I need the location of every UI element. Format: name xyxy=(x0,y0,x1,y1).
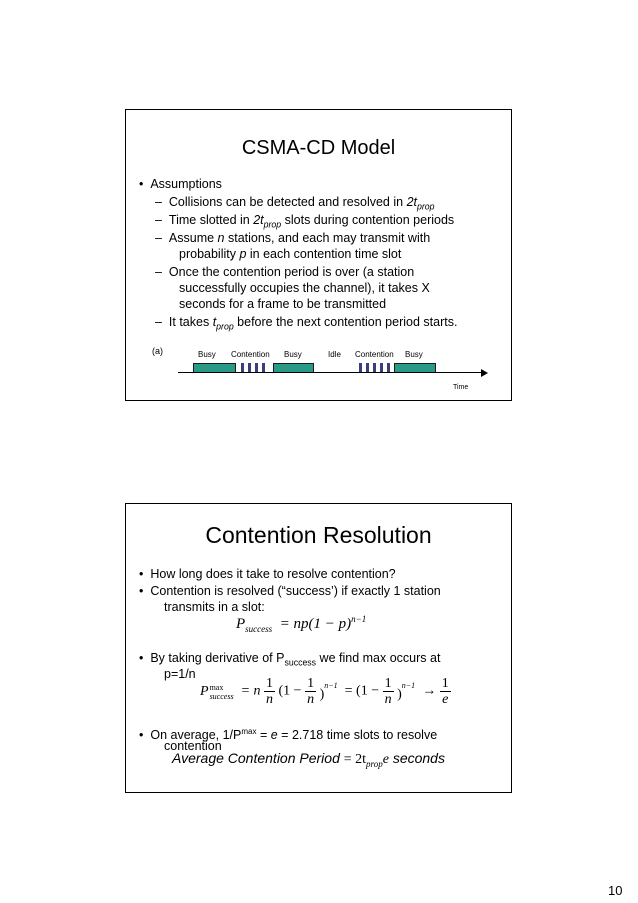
eq2-frac-3 xyxy=(383,676,394,707)
numerator: 1 xyxy=(441,676,449,691)
equation-p-success xyxy=(236,614,366,634)
timeline-arrow-icon xyxy=(481,369,488,377)
bullet-dot: • xyxy=(139,728,144,743)
eq2-eq-n: = n xyxy=(240,683,261,699)
timeline-label-busy-1: Busy xyxy=(198,350,216,359)
text: Once the contention period is over (a station xyxy=(168,265,415,279)
math-p: p xyxy=(239,247,247,261)
numerator: 1 xyxy=(307,676,315,691)
eq2-paren-close: ) xyxy=(319,686,325,702)
text: in each contention time slot xyxy=(246,247,402,261)
bullet-text: we find max occurs at xyxy=(316,651,441,665)
denominator: n xyxy=(307,692,315,707)
bullet-text: Assumptions xyxy=(150,177,222,191)
text: It takes xyxy=(168,315,213,329)
dash: – xyxy=(155,231,162,245)
bullet-text: By taking derivative of P xyxy=(150,651,285,665)
eq3-sub: prop xyxy=(366,758,383,769)
bullet-text: = 2.718 time slots to resolve xyxy=(277,728,438,743)
slide-title: CSMA-CD Model xyxy=(241,137,396,159)
sub-bullet-5 xyxy=(155,314,457,335)
figure-label-a: (a) xyxy=(152,346,163,356)
math-2t: 2t xyxy=(406,195,417,209)
timeline-label-contention-2: Contention xyxy=(355,350,394,359)
timeline-label-busy-2: Busy xyxy=(284,350,302,359)
bullet-dot: • xyxy=(139,177,144,191)
eq2-sub-success: success xyxy=(209,691,234,701)
text: probability xyxy=(179,247,240,261)
numerator: 1 xyxy=(266,676,274,691)
sub-bullet-4-line2: successfully occupies the channel), it takes X xyxy=(179,281,430,295)
eq2-exp: n−1 xyxy=(324,680,338,690)
denominator: n xyxy=(266,692,274,707)
text: Assume xyxy=(168,231,218,245)
dash: – xyxy=(155,213,162,227)
timeline-label-contention-1: Contention xyxy=(231,350,270,359)
bullet-2-line2: transmits in a slot: xyxy=(164,600,265,614)
eq2-exp: n−1 xyxy=(401,680,416,690)
math-sub-prop: prop xyxy=(216,321,234,332)
bullet-text: On average, 1/P xyxy=(150,728,242,743)
eq3-eq: = 2t xyxy=(343,752,367,767)
eq2-frac-4 xyxy=(440,676,451,707)
math-n: n xyxy=(217,231,225,245)
bullet-text: Contention is resolved (“success’) if exactly 1 station xyxy=(150,584,441,598)
timeline-label-busy-3: Busy xyxy=(405,350,423,359)
eq3-left: Average Contention Period xyxy=(172,750,340,766)
bullet-sup: max xyxy=(241,727,257,736)
equation-average-contention-period xyxy=(172,750,445,769)
bullet-2 xyxy=(139,583,441,599)
equation-p-max xyxy=(200,676,451,707)
denominator: e xyxy=(442,692,449,707)
timeline-axis-label: Time xyxy=(453,384,469,391)
eq2-frac-1 xyxy=(264,676,275,707)
eq2-sup-max: max xyxy=(209,682,224,692)
eq2-p: P xyxy=(200,683,209,699)
bullet-dot: • xyxy=(139,651,144,665)
math-t: t xyxy=(212,315,217,329)
sub-bullet-3-line2 xyxy=(179,246,401,262)
bullet-text: How long does it take to resolve contention? xyxy=(150,567,396,581)
numerator: 1 xyxy=(384,676,392,691)
math-2t: 2t xyxy=(253,213,264,227)
bullet-1 xyxy=(139,566,396,582)
eq2-paren-close: ) xyxy=(397,686,402,702)
sub-bullet-4-line3: seconds for a frame to be transmitted xyxy=(179,297,387,311)
eq3-e: e xyxy=(382,752,389,767)
text: slots during contention periods xyxy=(281,213,455,227)
text: before the next contention period starts. xyxy=(233,315,458,329)
bullet-sub: success xyxy=(284,657,317,668)
slide-title: Contention Resolution xyxy=(205,522,432,548)
text: Time slotted in xyxy=(168,213,254,227)
sub-bullet-4 xyxy=(155,264,414,280)
eq-sub: success xyxy=(245,624,273,634)
bullet-3-line2: p=1/n xyxy=(164,667,196,681)
math-e: e xyxy=(270,728,278,743)
math-sub-prop: prop xyxy=(417,201,435,212)
eq-rhs: = np(1 − p) xyxy=(279,616,352,632)
eq2-lhs xyxy=(200,683,234,701)
bullet-assumptions xyxy=(139,176,222,192)
eq3-right: seconds xyxy=(392,750,445,766)
slide-contention-resolution xyxy=(125,503,512,793)
dash: – xyxy=(155,315,162,329)
eq2-eq-2: = (1 − xyxy=(344,683,380,699)
eq-sup: n−1 xyxy=(351,614,367,624)
dash: – xyxy=(155,195,162,209)
bullet-dot: • xyxy=(139,584,144,598)
denominator: n xyxy=(384,692,392,707)
eq2-frac-2 xyxy=(305,676,316,707)
page-number: 10 xyxy=(608,883,623,898)
arrow-right-icon: → xyxy=(422,683,437,699)
eq2-paren: (1 − xyxy=(278,683,302,699)
sub-bullet-3 xyxy=(155,230,430,246)
text: Collisions can be detected and resolved in xyxy=(168,195,407,209)
math-sub-prop: prop xyxy=(263,219,282,230)
bullet-text: = xyxy=(256,728,271,743)
slide-csma-cd-model xyxy=(125,109,512,401)
bullet-4-line2: contention xyxy=(164,739,222,753)
timeline-axis xyxy=(178,372,483,373)
bullet-dot: • xyxy=(139,567,144,581)
dash: – xyxy=(155,265,162,279)
text: stations, and each may transmit with xyxy=(224,231,431,245)
timeline-label-idle: Idle xyxy=(328,350,341,359)
eq-lhs: P xyxy=(236,616,246,632)
